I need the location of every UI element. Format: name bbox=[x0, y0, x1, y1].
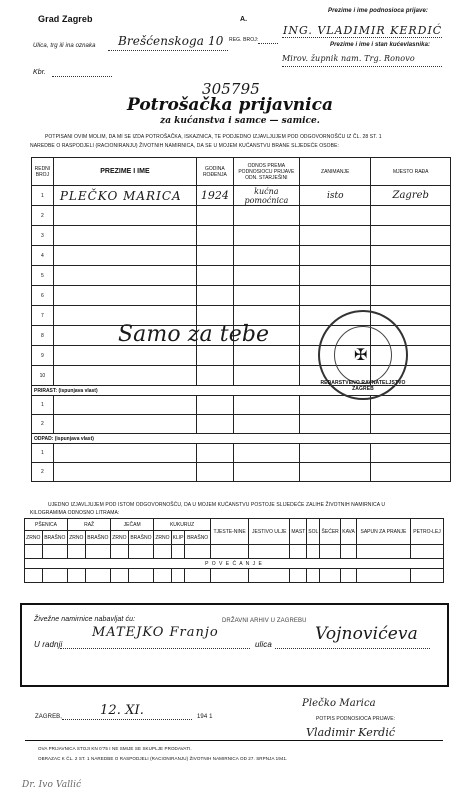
col-header-birthplace: MJESTO RAĐA bbox=[371, 158, 451, 186]
street-label: Ulica, trg ili ina oznaka bbox=[33, 43, 96, 49]
purchase-label: Živežne namirnice nabavljat ću: bbox=[34, 616, 136, 623]
row-number: 7 bbox=[32, 306, 54, 326]
footer-date: 12. XI. bbox=[100, 703, 145, 718]
sub-header: ZRNO bbox=[25, 531, 43, 545]
signature-1: Plečko Marica bbox=[302, 698, 376, 709]
col-header-relation: ODNOS PREMA PODNOSIOCU PRIJAVE ODN. STARJEŠINI bbox=[233, 158, 299, 186]
police-stamp-text: REDARSTVENO RAVNATELJSTVO ZAGREB bbox=[320, 380, 406, 392]
street-value: Brešćenskoga 10 bbox=[118, 34, 224, 48]
supply-group-wheat: PŠENICA bbox=[25, 519, 68, 531]
person-name: PLEČKO MARICA bbox=[53, 186, 196, 206]
sub-header: ZRNO bbox=[111, 531, 129, 545]
footer-year: 194 1 bbox=[197, 714, 213, 720]
applicant-label: Prezime i ime podnosioca prijave: bbox=[328, 8, 428, 14]
footer-note-1: OVA PRIJAVNICA STOJI KN 0'75 I NE SMIJE SE SKUPLJE PRODAVATI. bbox=[38, 746, 192, 751]
signature-2: Vladimir Kerdić bbox=[306, 726, 396, 739]
supply-soap: SAPUN ZA PRANJE bbox=[356, 519, 410, 545]
table-row bbox=[32, 226, 451, 246]
table-row bbox=[32, 396, 451, 415]
row-number: 2 bbox=[32, 415, 54, 434]
supplies-line-2: KILOGRAMIMA ODNOSNO LITRAMA: bbox=[30, 510, 120, 516]
person-relation: kućna pomoćnica bbox=[233, 186, 299, 206]
store-label: U radnji bbox=[34, 640, 63, 649]
prirast-label: PRIRAST: (ispunjava vlast) bbox=[32, 386, 451, 396]
col-header-occupation: ZANIMANJE bbox=[299, 158, 370, 186]
row-number: 2 bbox=[32, 206, 54, 226]
row-number: 10 bbox=[32, 366, 54, 386]
increase-label: P O V E Ć A N J E bbox=[25, 559, 444, 569]
intro-line-2: NAREDBE O RASPODJELI (RACIONIRANJU) ŽIVOTNIH NAMIRNICA, DA SE U MOJEM KUĆANSTVU BRANE SLJEDEĆE OSOBE: bbox=[30, 143, 340, 149]
table-row bbox=[32, 246, 451, 266]
table-row bbox=[32, 444, 451, 463]
supplies-table bbox=[24, 518, 444, 583]
reg-label: REG. BROJ: bbox=[229, 37, 259, 43]
table-row bbox=[32, 463, 451, 482]
supply-group-corn: KUKURUZ bbox=[154, 519, 211, 531]
row-number: 1 bbox=[32, 396, 54, 415]
row-number: 8 bbox=[32, 326, 54, 346]
store-street-label: ulica bbox=[255, 640, 272, 649]
table-row bbox=[32, 186, 451, 206]
signature-label: POTPIS PODNOSIOCA PRIJAVE: bbox=[316, 716, 396, 722]
crest-icon: ✠ bbox=[354, 347, 368, 364]
row-number: 3 bbox=[32, 226, 54, 246]
supply-group-rye: RAŽ bbox=[68, 519, 111, 531]
sub-header: ZRNO bbox=[68, 531, 86, 545]
supply-sugar: ŠEĆER bbox=[320, 519, 341, 545]
supply-petrol: PETRO-LEJ bbox=[411, 519, 444, 545]
supply-oil: JESTIVO ULJE bbox=[249, 519, 290, 545]
person-occupation: isto bbox=[299, 186, 370, 206]
intro-line-1: POTPISANI OVIM MOLIM, DA MI SE IZDA POTROŠAČKA, ISKAZNICA, TE PODJEDNO IZJAVLJUJEM POD ODGOVORNOŠĆU IZ ČL. 28 ST. 1 bbox=[45, 134, 382, 140]
supply-coffee: KAVA bbox=[341, 519, 357, 545]
col-header-name: PREZIME I IME bbox=[53, 158, 196, 186]
row-number: 6 bbox=[32, 286, 54, 306]
form-title: Potrošačka prijavnica bbox=[127, 95, 333, 115]
sub-header: BRAŠNO bbox=[85, 531, 111, 545]
supply-salt: SOL bbox=[307, 519, 320, 545]
applicant-name: ING. VLADIMIR KERDIĆ bbox=[283, 24, 443, 37]
owner-value: Mirov. župnik nam. Trg. Ronovo bbox=[282, 54, 415, 63]
footer-place: ZAGREB, bbox=[35, 714, 63, 720]
store-value: MATEJKO Franjo bbox=[92, 625, 219, 640]
row-number: 4 bbox=[32, 246, 54, 266]
form-subtitle: za kućanstva i samce — samice. bbox=[160, 116, 320, 126]
form-letter: A. bbox=[240, 16, 248, 23]
sub-header: BRAŠNO bbox=[42, 531, 68, 545]
owner-label: Prezime i ime i stan kućevlasnika: bbox=[330, 42, 431, 48]
row-number: 2 bbox=[32, 463, 54, 482]
sub-header: BRAŠNO bbox=[185, 531, 211, 545]
supplies-line-1: UJEDNO IZJAVLJUJEM POD ISTOM ODGOVORNOŠĆU, DA U MOJEM KUĆANSTVU POSTOJE SLIJEDEĆE ZALIHE ŽIVOTNIH NAMIRNICA U bbox=[48, 502, 386, 508]
row-number: 9 bbox=[32, 346, 54, 366]
kbr-label: Kbr. bbox=[33, 69, 46, 76]
row-number: 5 bbox=[32, 266, 54, 286]
table-row bbox=[32, 415, 451, 434]
sub-header: KLIP bbox=[171, 531, 185, 545]
table-row bbox=[32, 206, 451, 226]
city-label: Grad Zagreb bbox=[38, 14, 93, 24]
sub-header: ZRNO bbox=[154, 531, 172, 545]
footer-note-2: OBRAZAC K ČL. 2 ST. 1 NAREDBE O RASPODJELI (RACIONIRANJU) ŽIVOTNIH NAMIRNICA OD 27. SRPNJA 1941. bbox=[38, 756, 288, 761]
person-birthplace: Zagreb bbox=[371, 186, 451, 206]
supply-group-barley: JEČAM bbox=[111, 519, 154, 531]
store-street-value: Vojnovićeva bbox=[315, 624, 418, 644]
sub-header: BRAŠNO bbox=[128, 531, 154, 545]
supply-lard: MAST bbox=[290, 519, 307, 545]
archive-stamp: DRŽAVNI ARHIV U ZAGREBU bbox=[222, 618, 307, 624]
table-row bbox=[32, 266, 451, 286]
handwritten-note: Samo za tebe bbox=[118, 322, 270, 347]
col-header-year: GODINA ROĐENJA bbox=[197, 158, 234, 186]
document-number: 305795 bbox=[202, 80, 260, 98]
row-number: 1 bbox=[32, 186, 54, 206]
table-row bbox=[32, 286, 451, 306]
col-header-no: REDNI BROJ bbox=[32, 158, 54, 186]
odpad-label: ODPAD: (ispunjava vlast) bbox=[32, 434, 451, 444]
person-year: 1924 bbox=[197, 186, 234, 206]
handwritten-signature-bottom: Dr. Ivo Vallić bbox=[22, 780, 82, 790]
row-number: 1 bbox=[32, 444, 54, 463]
supply-pasta: TJESTE-NINE bbox=[210, 519, 248, 545]
